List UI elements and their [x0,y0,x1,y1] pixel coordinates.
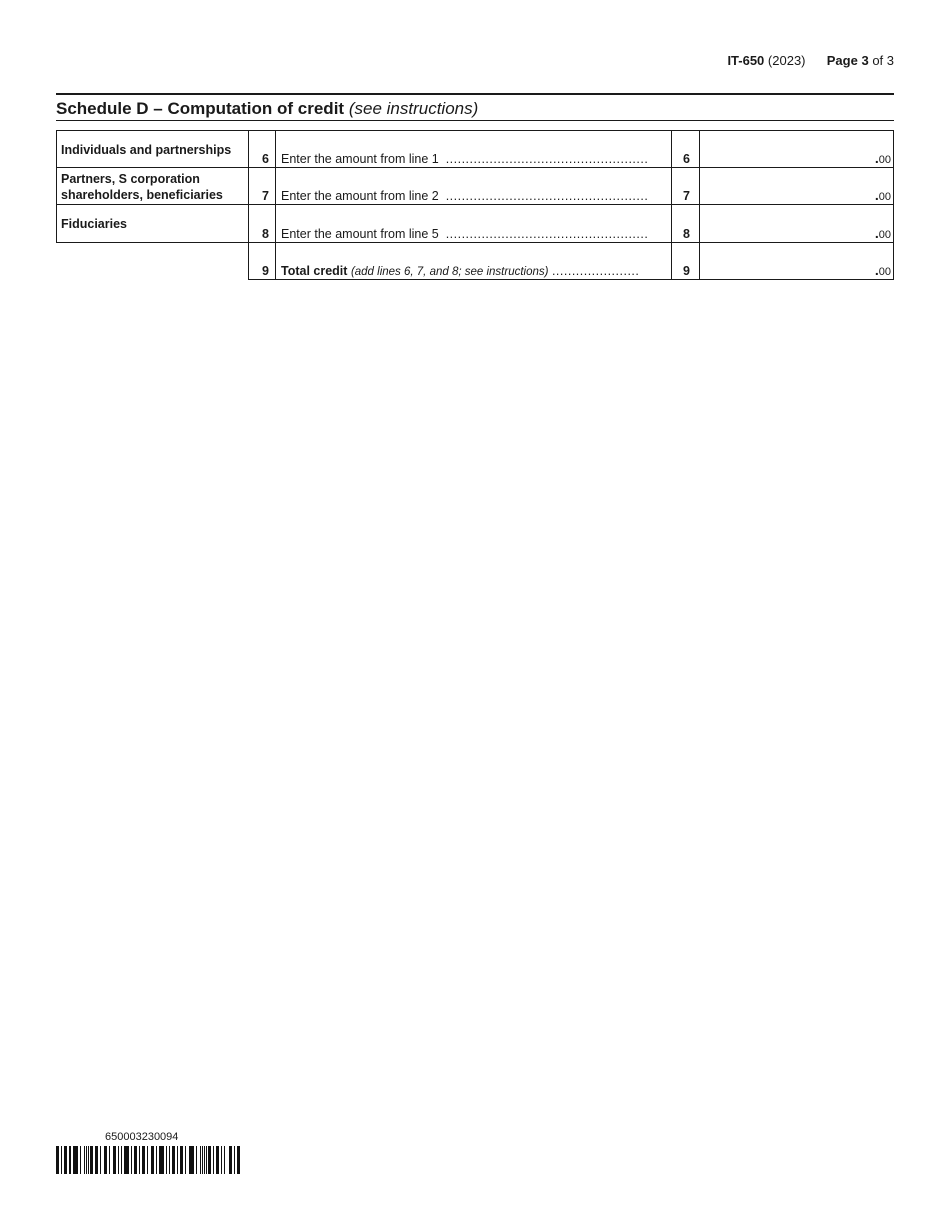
cents-value: 00 [878,154,891,166]
line-number: 9 [262,264,269,278]
amount-cents: .00 [874,225,891,241]
page-label: Page [826,53,858,68]
line-number-cell [671,130,700,168]
barcode-icon [56,1146,240,1174]
page-of: of 3 [872,53,894,68]
cents-value: 00 [878,191,891,203]
line-number-cell [248,130,276,168]
form-id: IT-650 [727,53,765,68]
line-number: 6 [683,152,690,166]
line-number: 7 [683,189,690,203]
total-credit-label: Total credit [281,264,348,278]
line-description-text: Enter the amount from line 1 [281,152,439,166]
line-number: 8 [683,227,690,241]
line-number-cell [671,242,700,280]
line-description-cell [275,130,672,168]
schedule-title-note: (see instructions) [348,99,479,118]
line-description [281,189,666,203]
category-label: Fiduciaries [61,217,127,231]
line-number: 9 [683,264,690,278]
leader-dots: ................................................... [445,152,649,166]
amount-field-line-6[interactable] [699,130,894,168]
page-number: 3 [861,53,869,68]
line-description [281,227,666,241]
leader-dots: ................................................... [445,189,649,203]
category-cell-fiduciaries [56,204,249,243]
category-cell-individuals [56,130,249,168]
total-credit-note: (add lines 6, 7, and 8; see instructions) [350,266,549,278]
line-number-cell [248,242,276,280]
line-description-text: Enter the amount from line 5 [281,227,439,241]
line-description-cell [275,242,672,280]
amount-field-line-8[interactable] [699,204,894,243]
schedule-title-bar [56,93,894,121]
cents-value: 00 [878,229,891,241]
line-number-cell [248,167,276,205]
line-description-cell [275,204,672,243]
line-description-cell [275,167,672,205]
amount-field-line-7[interactable] [699,167,894,205]
line-number-cell [671,204,700,243]
cents-value: 00 [878,266,891,278]
form-year: (2023) [767,53,806,68]
schedule-title [56,99,478,119]
category-cell-partners [56,167,249,205]
line-number-cell [248,204,276,243]
amount-cents: .00 [874,262,891,278]
line-number: 8 [262,227,269,241]
category-label: Partners, S corporation shareholders, beneficiaries [61,172,223,202]
line-number: 7 [262,189,269,203]
schedule-title-text: Schedule D – Computation of credit [56,99,345,118]
line-number-cell [671,167,700,205]
leader-dots: ................................................... [445,227,649,241]
amount-cents: .00 [874,187,891,203]
line-number: 6 [262,152,269,166]
category-label: Individuals and partnerships [61,143,232,157]
amount-field-line-9[interactable] [699,242,894,280]
line-description [281,152,666,166]
page-header [727,53,894,68]
total-credit-description [281,264,666,278]
line-description-text: Enter the amount from line 2 [281,189,439,203]
barcode-number: 650003230094 [105,1131,179,1143]
leader-dots: ...................... [551,264,640,278]
amount-cents: .00 [874,150,891,166]
